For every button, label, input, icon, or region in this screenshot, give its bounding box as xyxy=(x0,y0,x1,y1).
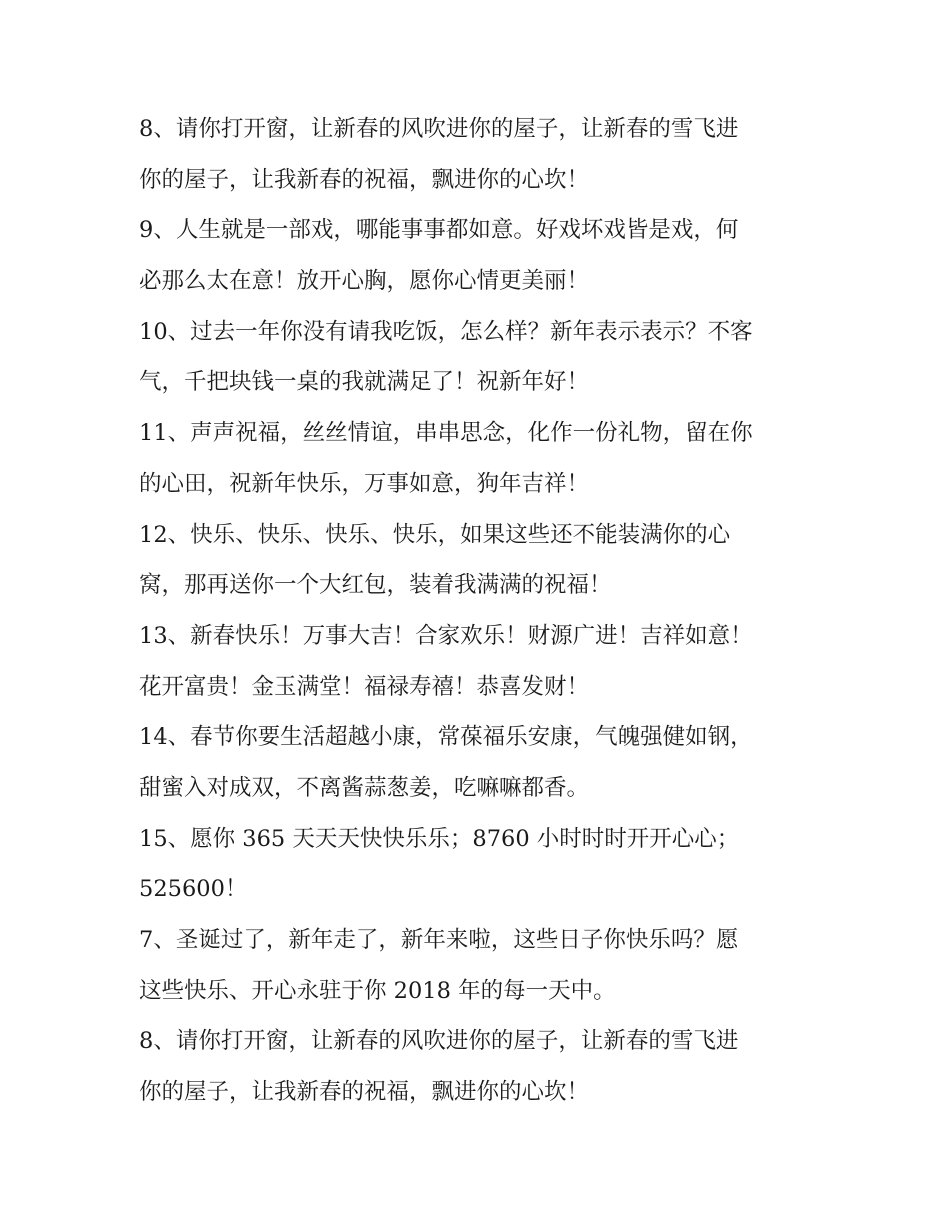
text-line: 花开富贵！金玉满堂！福禄寿禧！恭喜发财！ xyxy=(139,673,590,700)
text-line: 13、新春快乐！万事大吉！合家欢乐！财源广进！吉祥如意！ xyxy=(139,622,753,649)
text-line: 这些快乐、开心永驻于你 2018 年的每一天中。 xyxy=(139,977,616,1004)
text-line: 必那么太在意！放开心胸，愿你心情更美丽！ xyxy=(139,268,590,295)
text-line: 9、人生就是一部戏，哪能事事都如意。好戏坏戏皆是戏，何 xyxy=(139,217,739,244)
text-line: 15、愿你 365 天天天快快乐乐；8760 小时时时开开心心； xyxy=(139,825,740,852)
text-line: 10、过去一年你没有请我吃饭，怎么样？新年表示表示？不客 xyxy=(139,318,753,345)
text-line: 525600！ xyxy=(139,876,248,903)
text-line: 8、请你打开窗，让新春的风吹进你的屋子，让新春的雪飞进 xyxy=(139,116,739,142)
text-line: 窝，那再送你一个大红包，装着我满满的祝福！ xyxy=(139,572,612,599)
text-line: 12、快乐、快乐、快乐、快乐，如果这些还不能装满你的心 xyxy=(139,521,731,548)
text-line: 你的屋子，让我新春的祝福，飘进你的心坎！ xyxy=(139,1079,590,1106)
document-body xyxy=(139,104,819,1118)
text-line: 8、请你打开窗，让新春的风吹进你的屋子，让新春的雪飞进 xyxy=(139,1028,739,1055)
text-line: 14、春节你要生活超越小康，常葆福乐安康，气魄强健如钢， xyxy=(139,724,753,751)
text-line: 气，千把块钱一桌的我就满足了！祝新年好！ xyxy=(139,369,590,396)
text-line: 甜蜜入对成双，不离酱蒜葱姜，吃嘛嘛都香。 xyxy=(139,774,590,801)
text-line: 11、声声祝福，丝丝情谊，串串思念，化作一份礼物，留在你 xyxy=(139,420,753,447)
text-line: 你的屋子，让我新春的祝福，飘进你的心坎！ xyxy=(139,166,590,193)
text-line: 的心田，祝新年快乐，万事如意，狗年吉祥！ xyxy=(139,470,590,497)
text-line: 7、圣诞过了，新年走了，新年来啦，这些日子你快乐吗？愿 xyxy=(139,927,739,953)
